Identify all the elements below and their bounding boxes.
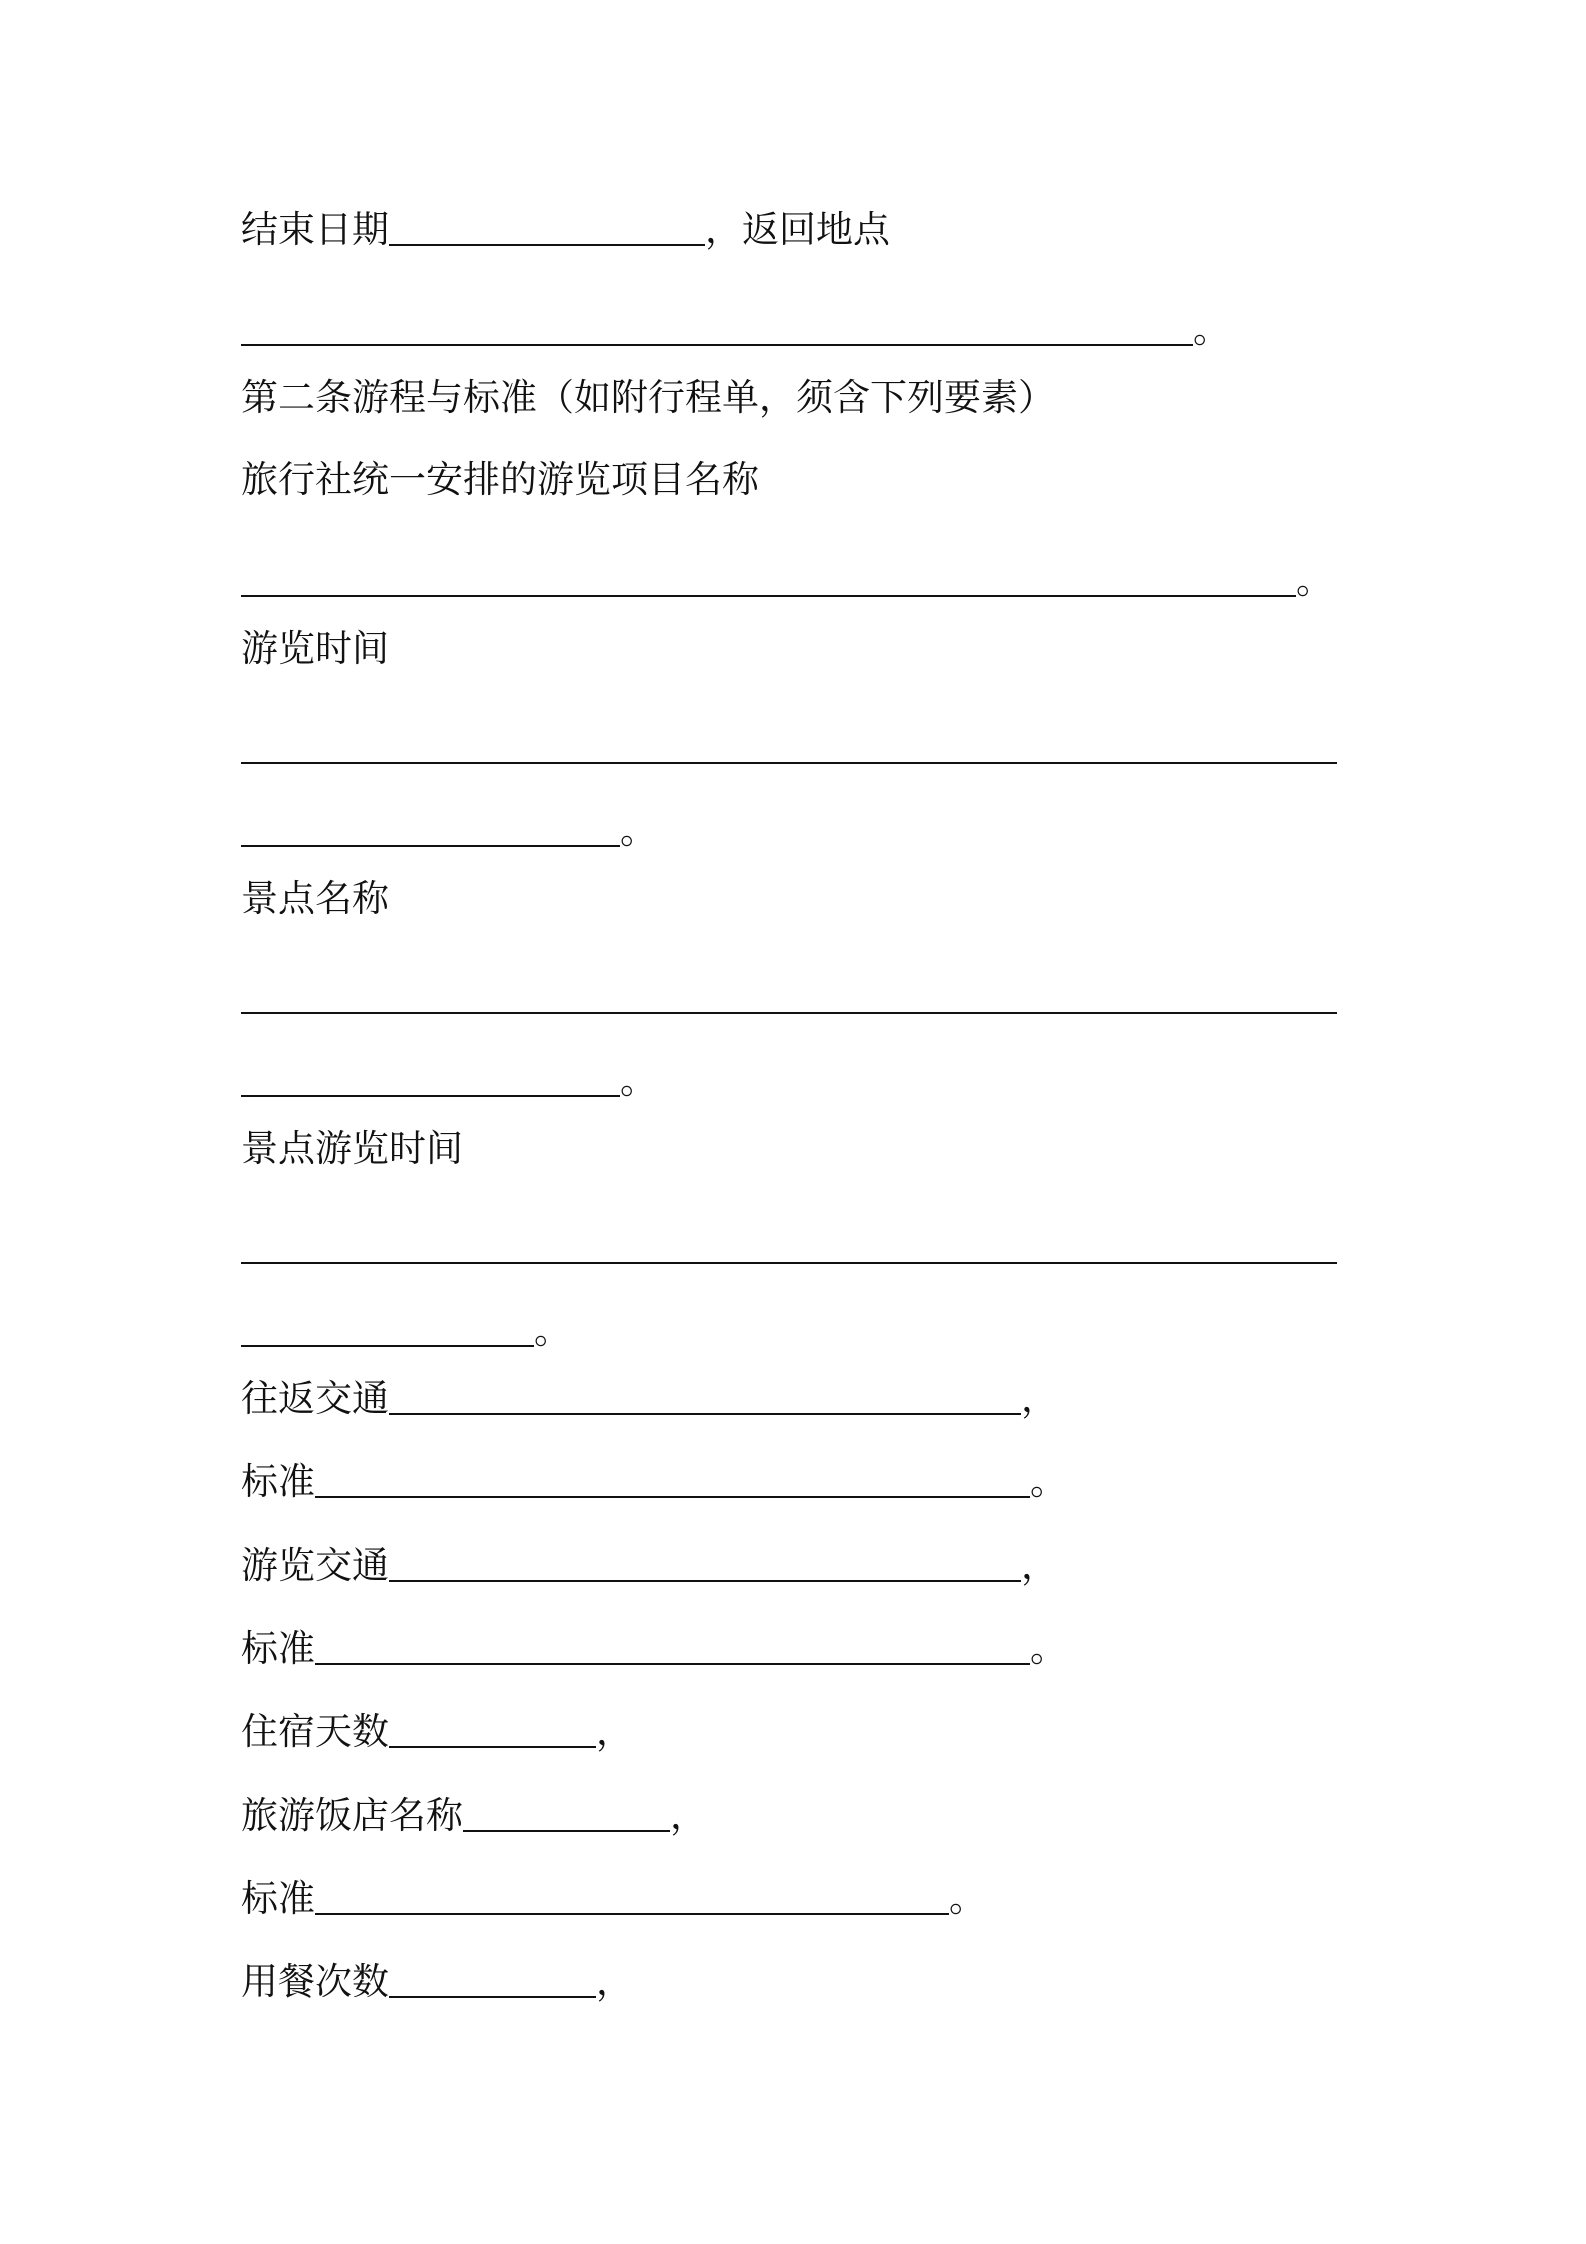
- hotel-name-comma: ，: [670, 1794, 707, 1837]
- meals-label: 用餐次数: [241, 1960, 389, 2003]
- spot-time-period: 。: [534, 1309, 571, 1352]
- end-date-label: 结束日期: [241, 208, 389, 251]
- end-date-line: [241, 205, 890, 255]
- standard-blank-2[interactable]: [315, 1627, 1030, 1665]
- tour-time-period: 。: [620, 809, 657, 852]
- round-trip-line: [241, 1374, 1058, 1424]
- standard-label-2: 标准: [241, 1627, 315, 1670]
- return-place-label: ，返回地点: [705, 208, 890, 251]
- standard-line-1: [241, 1457, 1067, 1507]
- spot-name-period: 。: [620, 1059, 657, 1102]
- standard-blank-1[interactable]: [315, 1460, 1030, 1498]
- spot-name-label-line: [241, 874, 389, 924]
- stay-days-comma: ，: [596, 1710, 633, 1753]
- end-date-blank[interactable]: [389, 208, 705, 246]
- standard-period-3: 。: [949, 1877, 986, 1920]
- article-2-title-text: 第二条游程与标准（如附行程单，须含下列要素）: [241, 376, 1055, 419]
- stay-days-label: 住宿天数: [241, 1710, 389, 1753]
- standard-period-1: 。: [1030, 1460, 1067, 1503]
- return-place-line: [241, 305, 1230, 355]
- tour-time-blank-line-1: [241, 723, 1337, 773]
- spot-name-blank-2[interactable]: [241, 1059, 620, 1097]
- return-place-blank[interactable]: [241, 308, 1193, 346]
- spot-name-label: 景点名称: [241, 877, 389, 920]
- spot-name-blank-line-1: [241, 973, 1337, 1023]
- tour-transport-line: [241, 1541, 1058, 1591]
- tour-transport-comma: ，: [1021, 1544, 1058, 1587]
- tour-time-blank-line-2: [241, 806, 657, 856]
- hotel-name-line: [241, 1791, 707, 1841]
- tour-items-label: 旅行社统一安排的游览项目名称: [241, 458, 759, 501]
- return-place-period: 。: [1193, 308, 1230, 351]
- spot-time-blank-1[interactable]: [241, 1226, 1337, 1264]
- spot-name-blank-1[interactable]: [241, 976, 1337, 1014]
- standard-label-1: 标准: [241, 1460, 315, 1503]
- round-trip-comma: ，: [1021, 1377, 1058, 1420]
- hotel-name-blank[interactable]: [463, 1794, 670, 1832]
- spot-time-label: 景点游览时间: [241, 1127, 463, 1170]
- tour-time-blank-2[interactable]: [241, 809, 620, 847]
- spot-name-blank-line-2: [241, 1056, 657, 1106]
- spot-time-blank-line-1: [241, 1223, 1337, 1273]
- spot-time-blank-2[interactable]: [241, 1309, 534, 1347]
- stay-days-blank[interactable]: [389, 1710, 596, 1748]
- standard-period-2: 。: [1030, 1627, 1067, 1670]
- tour-time-label: 游览时间: [241, 627, 389, 670]
- article-2-title: [241, 373, 1055, 423]
- hotel-name-label: 旅游饭店名称: [241, 1794, 463, 1837]
- tour-items-blank[interactable]: [241, 559, 1296, 597]
- standard-blank-3[interactable]: [315, 1877, 949, 1915]
- round-trip-blank[interactable]: [389, 1377, 1021, 1415]
- standard-line-3: [241, 1874, 986, 1924]
- tour-items-blank-line: [241, 556, 1333, 606]
- stay-days-line: [241, 1707, 633, 1757]
- meals-line: [241, 1957, 633, 2007]
- meals-comma: ，: [596, 1960, 633, 2003]
- standard-line-2: [241, 1624, 1067, 1674]
- spot-time-blank-line-2: [241, 1306, 571, 1356]
- tour-items-period: 。: [1296, 559, 1333, 602]
- tour-transport-blank[interactable]: [389, 1544, 1021, 1582]
- spot-time-label-line: [241, 1124, 463, 1174]
- meals-blank[interactable]: [389, 1960, 596, 1998]
- tour-time-blank-1[interactable]: [241, 726, 1337, 764]
- round-trip-label: 往返交通: [241, 1377, 389, 1420]
- tour-items-label-line: [241, 455, 759, 505]
- standard-label-3: 标准: [241, 1877, 315, 1920]
- tour-time-label-line: [241, 624, 389, 674]
- tour-transport-label: 游览交通: [241, 1544, 389, 1587]
